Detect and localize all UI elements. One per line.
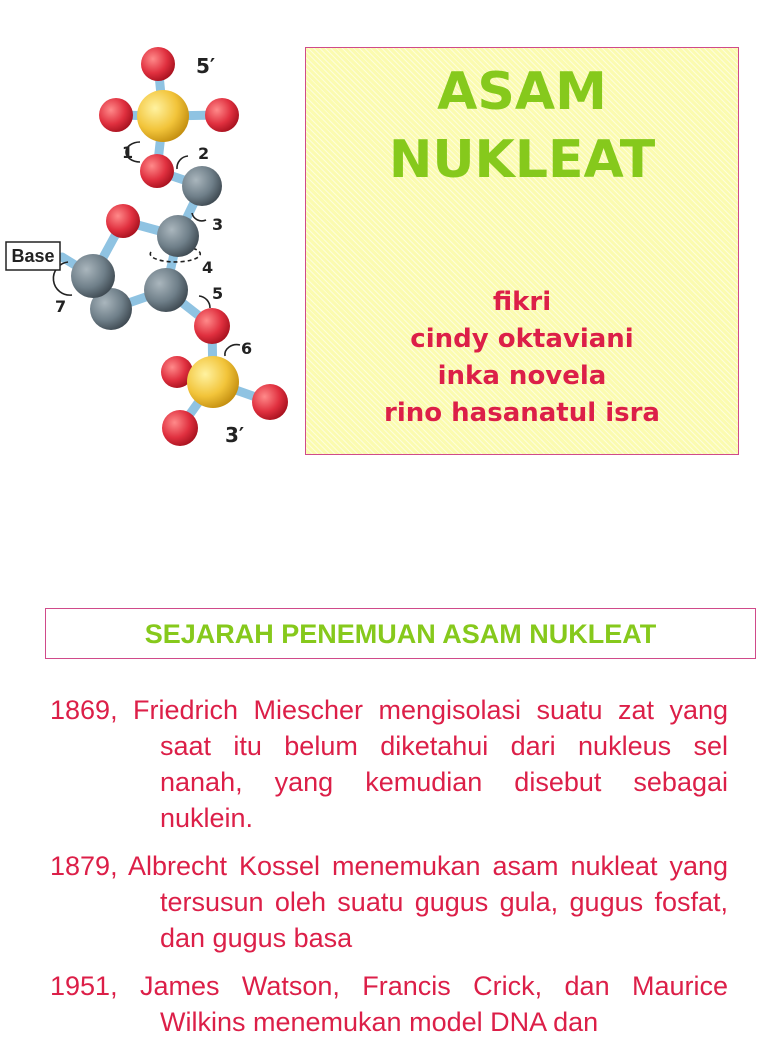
history-item: 1951, James Watson, Francis Crick, dan Maurice Wilkins menemukan model DNA dan [50,971,728,1037]
author-name: cindy oktaviani [410,324,634,354]
base-label: Base [11,246,55,266]
nucleotide-backbone-diagram [0,40,300,455]
oxygen-atom [252,384,288,420]
author-name: fikri [492,287,552,317]
author-list [306,284,738,432]
torsion-label: 7 [55,297,67,316]
oxygen-atom [205,98,239,132]
torsion-label: 3 [212,215,224,234]
carbon-atom [71,254,115,298]
title-line: NUKLEAT [388,130,656,190]
section-heading-box [45,608,756,659]
title-line: ASAM [437,62,607,122]
torsion-label: 5 [212,284,224,303]
torsion-label: 2 [198,144,210,163]
torsion-label: 6 [241,339,253,358]
oxygen-atom [162,410,198,446]
page-title [306,58,738,194]
carbon-atom [182,166,222,206]
oxygen-atom [141,47,175,81]
oxygen-atom [106,204,140,238]
phosphorus-atom [187,356,239,408]
torsion-label: 4 [202,258,214,277]
phosphorus-atom [137,90,189,142]
history-list [50,692,728,1052]
author-name: inka novela [437,361,607,391]
oxygen-atom [140,154,174,188]
history-item: 1869, Friedrich Miescher mengisolasi suatu zat yang saat itu belum diketahui dari nukleus sel nanah, yang kemudian disebut sebagai nuklein. [50,695,728,833]
carbon-atom [144,268,188,312]
oxygen-atom [99,98,133,132]
section-heading: SEJARAH PENEMUAN ASAM NUKLEAT [144,619,657,649]
history-item: 1879, Albrecht Kossel menemukan asam nukleat yang tersusun oleh suatu gugus gula, gugus fosfat, dan gugus basa [50,851,728,953]
five-prime-label: 5′ [196,54,216,78]
author-name: rino hasanatul isra [384,398,660,428]
base-label-box [6,242,60,270]
three-prime-label: 3′ [225,423,245,447]
carbon-atom [157,215,199,257]
atoms [71,47,288,446]
torsion-label: 1 [122,143,134,162]
title-box [305,47,739,455]
oxygen-atom [194,308,230,344]
